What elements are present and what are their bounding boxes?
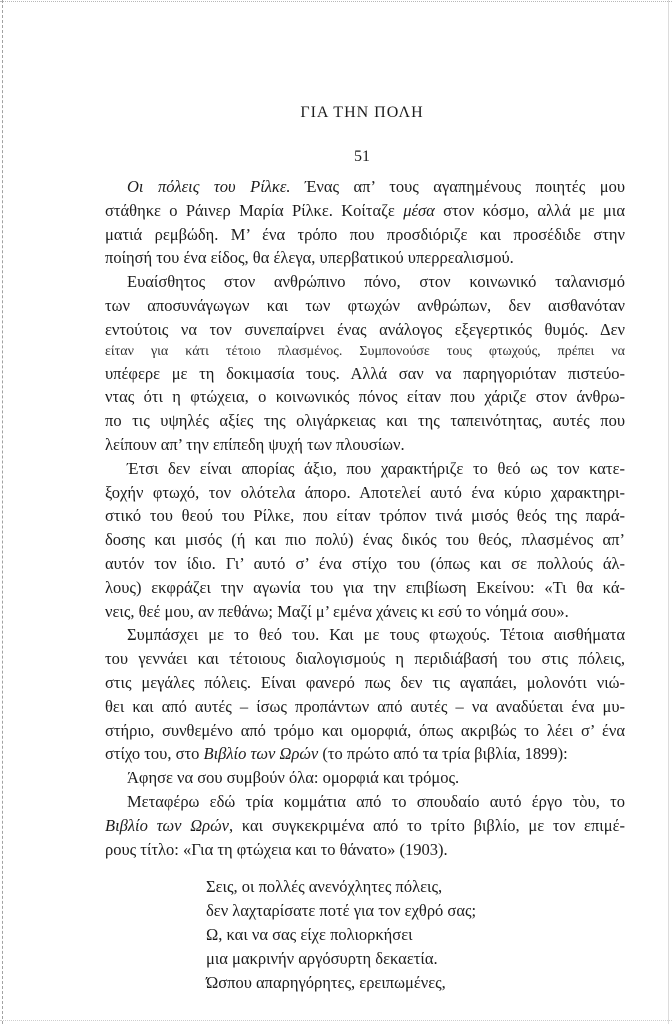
text-line: ματιά ρεμβώδη. Μ’ ένα τρόπο που προσδιόριζε και προσέδιδε στην: [105, 224, 625, 244]
paragraph: [105, 457, 625, 624]
text-segment: , και συγκεκριμένα από το τρίτο βιβλίο, με τον επιμέ-: [228, 815, 625, 835]
text-line: ντας ότι η φτώχεια, ο κοινωνικός πόνος είταν που χάριζε στον άνθρω-: [105, 387, 625, 407]
body-text: [105, 175, 625, 861]
text-segment: Ένας απ’ τους αγαπημένους ποιητές μου: [290, 177, 625, 196]
text-line: υπέφερε με τη δοκιμασία τους. Αλλά σαν να παρηγοριόταν πιστεύο-: [105, 363, 625, 383]
text-line: αυτόν τον ίδιο. Γι’ αυτό σ’ ένα στίχο του (όπως και σε πολλούς άλ-: [105, 553, 625, 573]
text-line: λους) εκφράζει την αγωνία του για την επιβίωση Εκείνου: «Τι θα κά-: [105, 577, 625, 597]
scan-edge-right: [668, 0, 669, 1024]
text-line: δοσης και μισός (ή και πιο πολύ) ένας δικός του θεός, πλασμένος απ’: [105, 530, 625, 550]
scan-edge-top: [0, 1, 672, 2]
paragraph: [105, 766, 625, 790]
italic-text: μέσα: [403, 200, 435, 220]
text-line: Συμπάσχει με το θεό του. Και με τους φτωχούς. Τέτοια αισθήματα: [127, 625, 625, 645]
text-line: ρους τίτλο: «Για τη φτώχεια και το θάνατο» (1903).: [105, 839, 448, 859]
text-line: νεις, θεέ μου, αν πεθάνω; Μαζί μ’ εμένα χάνεις κι εσύ το νόημά σου».: [105, 601, 569, 621]
text-line: ποίησή του ένα είδος, θα έλεγα, υπερβατικού υπερρεαλισμού.: [105, 248, 514, 268]
paragraph: [105, 270, 625, 457]
text-line: των αποσυνάγωγων και των φτωχών ανθρώπων, δεν αισθανόταν: [105, 295, 625, 315]
text-line: στήριο, συνθεμένο από τρόμο και ομορφιά, όπως ακριβώς το λέει σ’ ένα: [105, 720, 625, 740]
running-head: ΓΙΑ ΤΗΝ ΠΟΛΗ: [300, 104, 424, 121]
text-line: του γεννάει και τέτοιους διαλογισμούς η περιδιάβασή του στις πόλεις,: [105, 649, 625, 669]
text-line: [105, 175, 625, 199]
paragraph: [105, 175, 625, 270]
poem-excerpt: [206, 875, 626, 995]
text-segment: (το πρώτο από τα τρία βιβλία, 1899):: [318, 744, 568, 764]
poem-line: Ω, και να σας είχε πολιορκήσει: [206, 925, 413, 944]
text-line: [105, 199, 625, 223]
text-segment: στίχο του, στο: [105, 744, 204, 764]
text-segment: στον κόσμο, αλλά με μια: [434, 200, 625, 220]
text-line: στις μεγάλες πόλεις. Είναι φανερό πως δεν τις αγαπάει, μολονότι νιώ-: [105, 672, 625, 692]
poem-line: μια μακρινήν αργόσυρτη δεκαετία.: [206, 949, 438, 968]
text-line: [105, 814, 625, 838]
text-line: πο τις υψηλές αξίες της ολιγάρκειας και της ταπεινότητας, αυτές που: [105, 411, 625, 431]
text-segment: στάθηκε ο Ράινερ Μαρία Ρίλκε. Κοίταζε: [105, 200, 404, 220]
text-line: Μεταφέρω εδώ τρία κομμάτια από το σπουδαίο αυτό έργο τὸυ, το: [127, 791, 625, 811]
scan-edge-bottom: [0, 1020, 672, 1021]
text-line: εντούτοις να τον συνεπαίρνει ένας ανάλογος εξεγερτικός θυμός. Δεν: [105, 319, 625, 339]
page-number: 51: [354, 148, 370, 165]
text-line: Άφησε να σου συμβούν όλα: ομορφιά και τρόμος.: [127, 768, 460, 788]
text-line: [105, 742, 625, 766]
poem-line: Σεις, οι πολλές ανενόχλητες πόλεις,: [206, 877, 443, 896]
text-line: στικό του θεού του Ρίλκε, που είταν τρόπον τινά μισός θεός της παρά-: [105, 506, 625, 526]
italic-text: Βιβλίο των Ωρών: [105, 815, 229, 835]
scan-edge-left: [2, 0, 3, 1024]
paragraph: [105, 790, 625, 861]
italic-text: Βιβλίο των Ωρών: [203, 744, 319, 764]
text-line: είταν για κάτι τέτοιο πλασμένος. Συμπονούσε τους φτωχούς, πρέπει να: [105, 343, 625, 359]
poem-line: Ώσπου απαρηγόρητες, ερειπωμένες,: [206, 973, 446, 992]
text-line: λείπουν απ’ την επίπεδη ψυχή των πλουσίων.: [105, 434, 405, 454]
text-line: Έτσι δεν είναι απορίας άξιο, που χαρακτήριζε το θεό ως τον κατε-: [127, 458, 625, 478]
text-line: θει και από αυτές – ίσως προπάντων από αυτές – να αναδύεται ένα μυ-: [105, 696, 625, 716]
text-line: ξοχήν φτωχό, τον ολότελα άπορο. Αποτελεί αυτό ένα κύριο χαρακτηρι-: [105, 482, 625, 502]
poem-line: δεν λαχταρίσατε ποτέ για τον εχθρό σας;: [206, 901, 477, 920]
paragraph: [105, 623, 625, 766]
italic-text: Οι πόλεις του Ρίλκε.: [127, 177, 291, 196]
text-line: Ευαίσθητος στον ανθρώπινο πόνο, στον κοινωνικό ταλανισμό: [127, 272, 625, 292]
